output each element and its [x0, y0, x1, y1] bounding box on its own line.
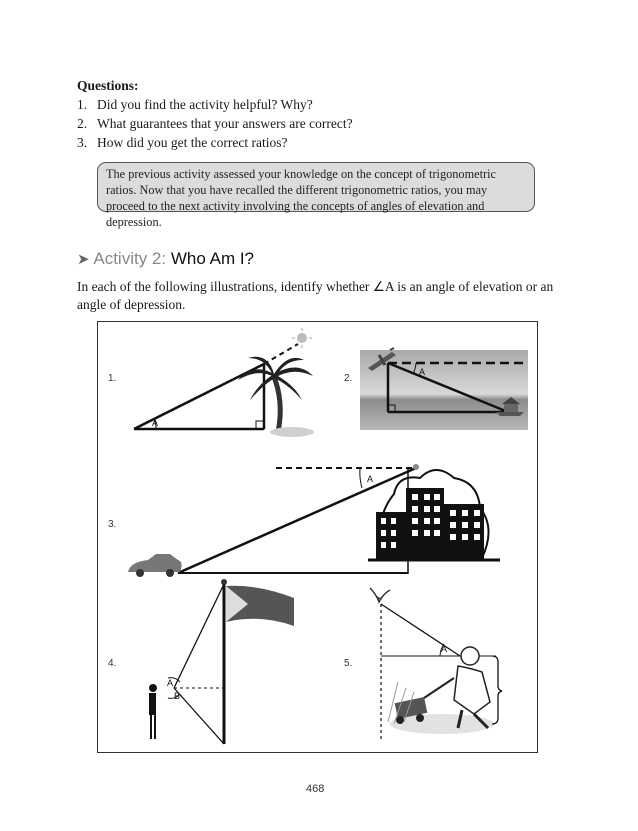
car-icon: [128, 554, 182, 577]
angle-a-label: A: [441, 644, 448, 654]
arrow-icon: ➤: [77, 251, 90, 268]
palm-trunk: [274, 377, 280, 432]
building-car-illustration: [128, 464, 500, 577]
flagpole-illustration: [149, 579, 294, 744]
label-4: 4.: [108, 658, 117, 669]
angle-a-label: A: [419, 367, 426, 377]
person-icon: [149, 684, 157, 739]
activity-heading: [77, 249, 254, 269]
angle-b-label: B: [174, 691, 181, 701]
label-5: 5.: [344, 658, 353, 669]
question-2: [77, 116, 353, 132]
palm-leaves: [238, 357, 313, 400]
question-text: Did you find the activity helpful? Why?: [97, 97, 313, 112]
airplane-sea-illustration: [360, 348, 528, 430]
angle-a-label: A: [367, 474, 374, 484]
question-1: [77, 97, 313, 113]
questions-heading: Questions:: [77, 78, 139, 93]
note-box: The previous activity assessed your knowledge on the concept of trigonometric ratios. Now that you have recalled the different trigonometric ratios, you may proceed to the next activity involving the concepts of angles of elevation and depression.: [97, 162, 535, 212]
label-1: 1.: [108, 373, 117, 384]
man-mowing-icon: [388, 647, 494, 734]
label-3: 3.: [108, 519, 117, 530]
activity-label: Activity 2:: [93, 249, 167, 268]
sun-icon: [297, 333, 307, 343]
bird-mower-illustration: [370, 588, 502, 742]
page-number: 468: [306, 783, 325, 795]
palm-tree-illustration: [134, 328, 314, 437]
angle-a-label: A: [167, 678, 174, 688]
activity-instructions: In each of the following illustrations, identify whether ∠A is an angle of elevation or an angle of depression.: [77, 279, 554, 312]
question-text: What guarantees that your answers are correct?: [97, 116, 353, 131]
question-3: [77, 135, 287, 151]
illustrations-frame: [97, 321, 538, 753]
angle-a-label: A: [152, 418, 159, 428]
question-number: 3.: [77, 135, 88, 150]
activity-title: Who Am I?: [170, 249, 254, 268]
question-text: How did you get the correct ratios?: [97, 135, 288, 150]
question-number: 2.: [77, 116, 88, 131]
question-number: 1.: [77, 97, 88, 112]
label-2: 2.: [344, 373, 353, 384]
illustrations-figure: [98, 322, 537, 752]
